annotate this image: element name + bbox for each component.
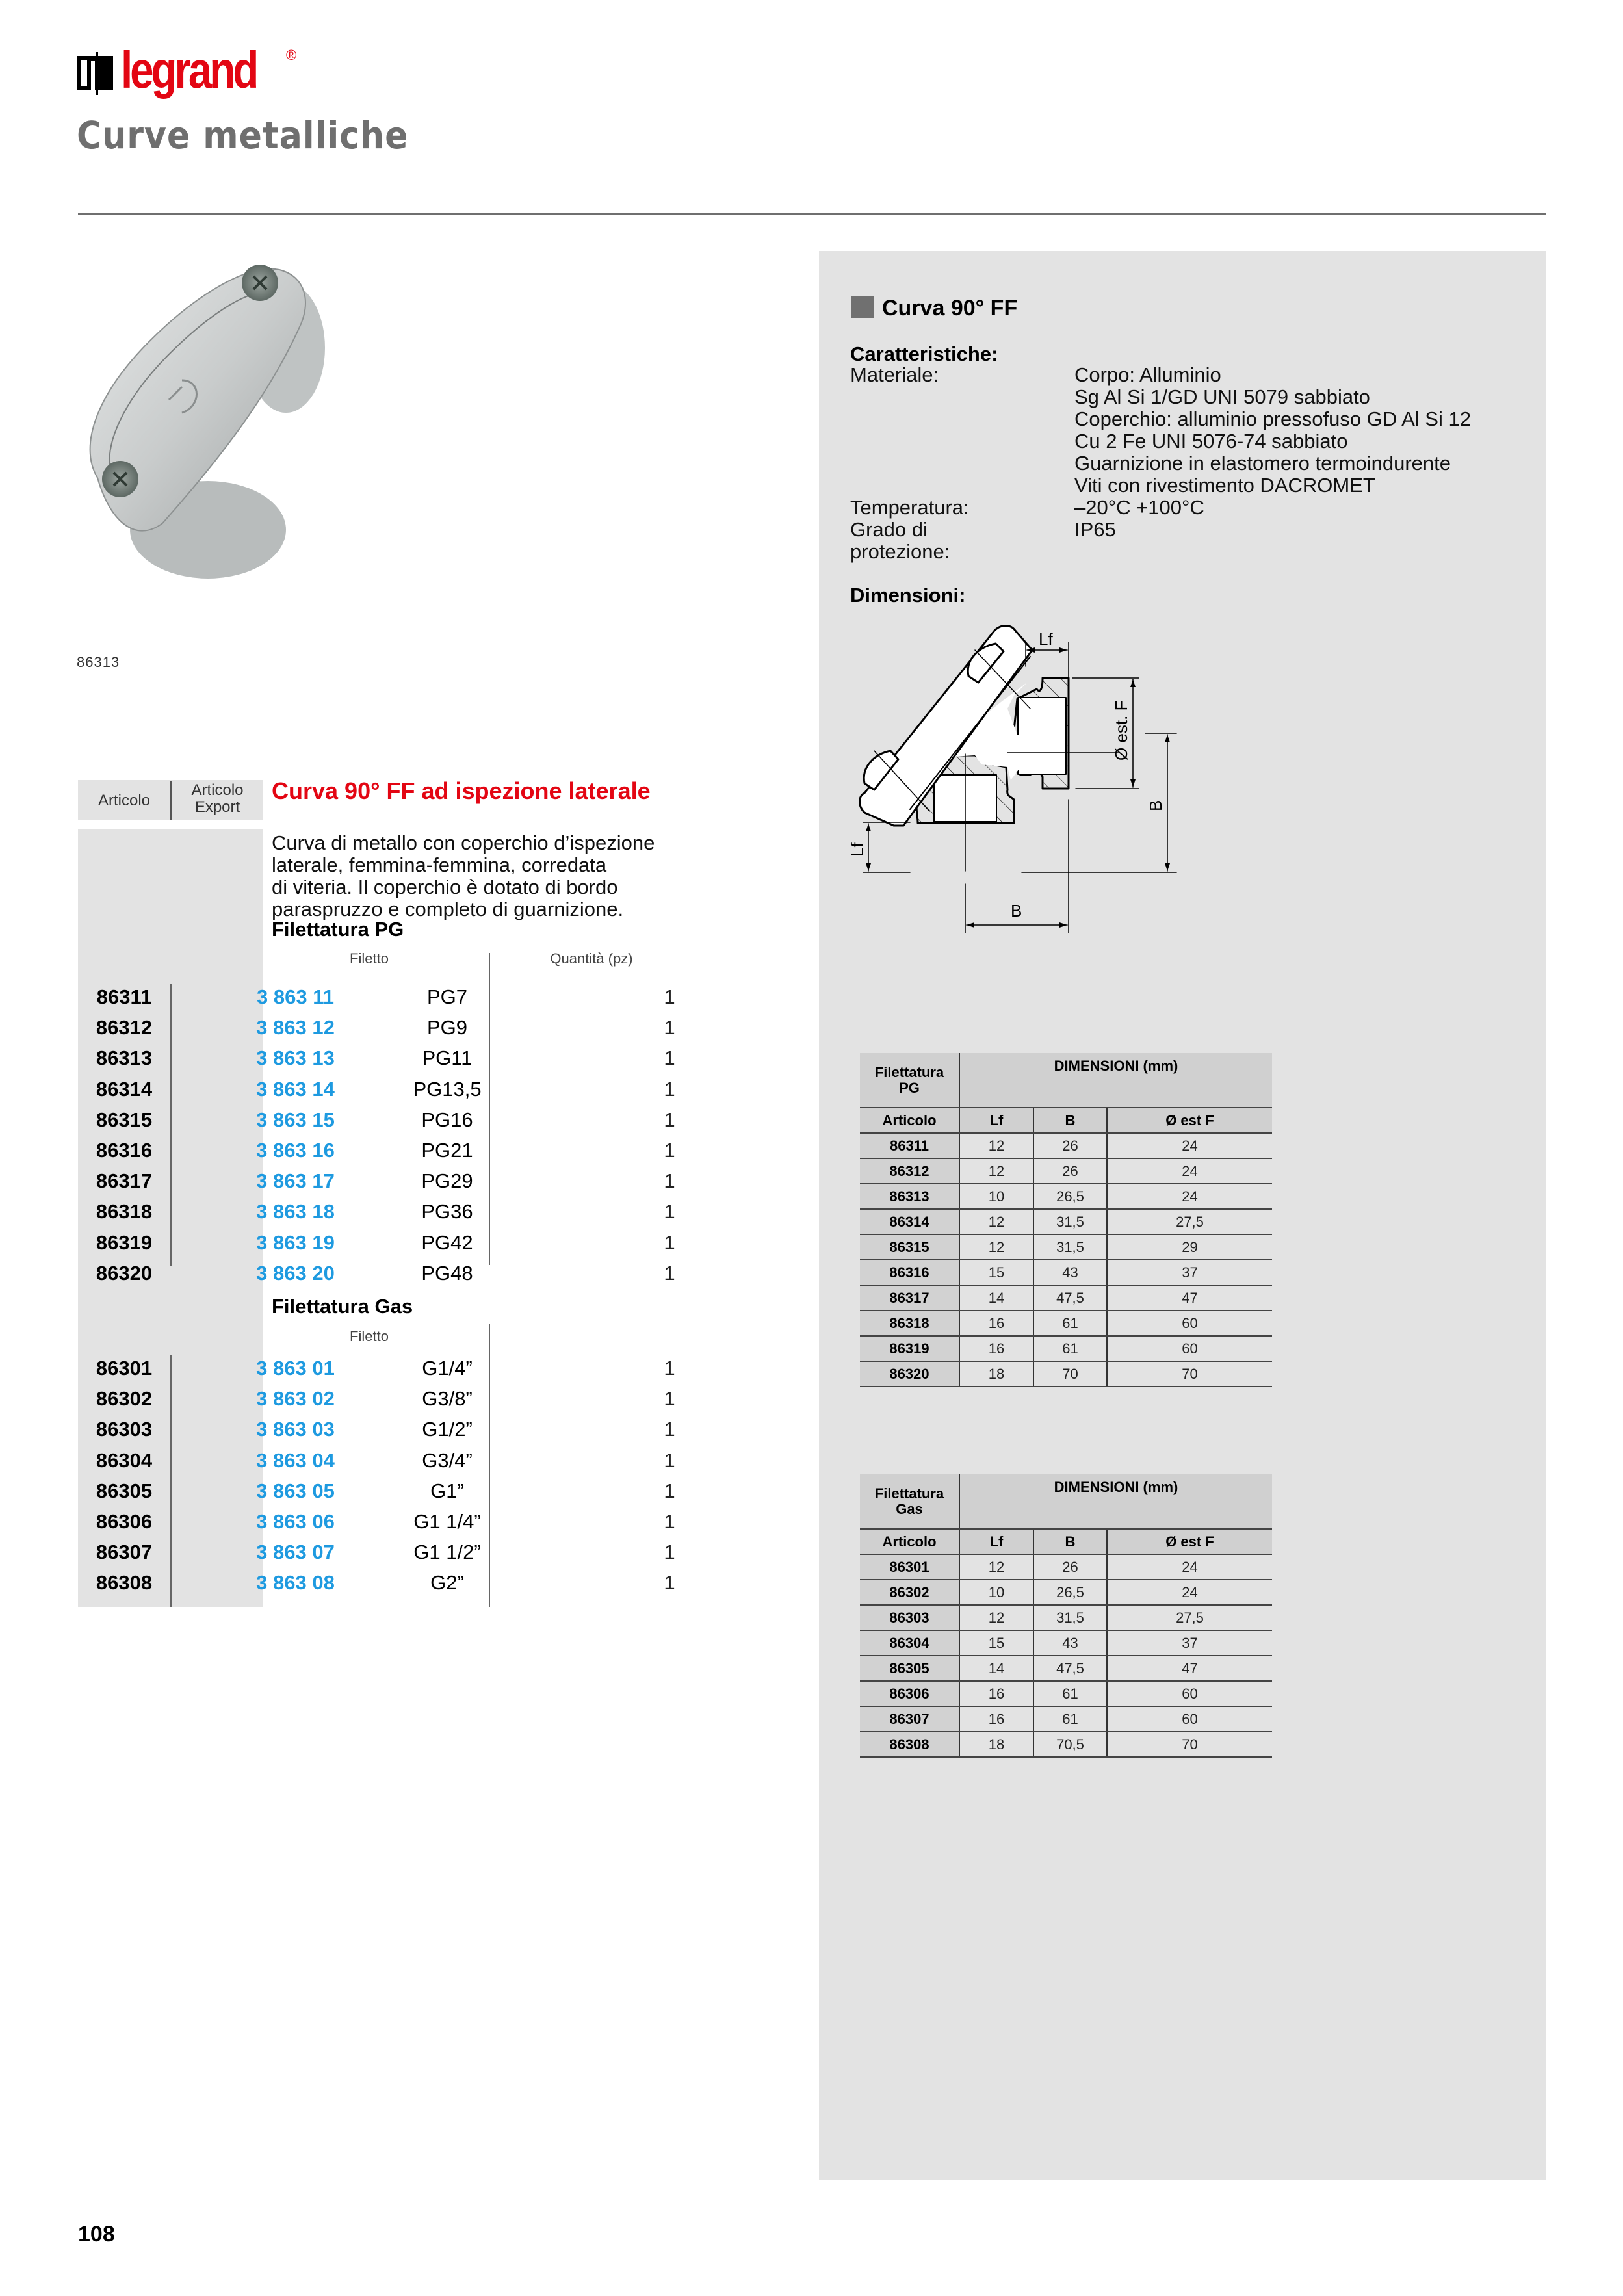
description-line: paraspruzzo e completo di guarnizione.	[272, 898, 624, 920]
article-code: 86305	[860, 1656, 959, 1681]
thread-size: G1 1/4”	[413, 1510, 481, 1533]
dim-table-row	[860, 1234, 1272, 1260]
spec-label: Grado di protezione:	[850, 518, 950, 563]
article-code: 86304	[860, 1630, 959, 1656]
dimension-value: 12	[959, 1605, 1033, 1630]
table-row	[78, 1166, 675, 1196]
thread-size: G1/2”	[422, 1418, 473, 1441]
article-code: 86314	[96, 1077, 153, 1101]
spec-value: Corpo: Alluminio	[1074, 363, 1221, 386]
export-code: 3 863 19	[256, 1231, 335, 1254]
export-code: 3 863 18	[256, 1200, 335, 1223]
dim-table-row	[860, 1706, 1272, 1732]
column-header: Lf	[959, 1108, 1033, 1133]
export-code: 3 863 06	[256, 1510, 335, 1533]
header-articolo-export-line1: Articolo	[191, 781, 244, 799]
dimension-value: 10	[959, 1580, 1033, 1605]
export-code: 3 863 08	[256, 1571, 335, 1595]
quantity: 1	[664, 1231, 675, 1254]
article-code: 86312	[860, 1158, 959, 1184]
article-code: 86319	[96, 1231, 153, 1254]
product-photo	[71, 250, 325, 614]
column-header: B	[1033, 1108, 1107, 1133]
spec-value: Guarnizione in elastomero termoindurente	[1074, 452, 1451, 475]
dimension-value: 61	[1033, 1336, 1107, 1361]
dimension-value: 70	[1107, 1361, 1272, 1387]
column-header: Articolo	[860, 1529, 959, 1554]
thread-size: PG11	[422, 1047, 473, 1070]
dim-table-column-header	[860, 1108, 1272, 1133]
header-articolo: Articolo	[97, 792, 151, 809]
export-code: 3 863 17	[256, 1169, 335, 1193]
drawing-label-diam: Ø est. F	[1111, 700, 1131, 761]
dimension-value: 26	[1033, 1554, 1107, 1580]
dim-table-row	[860, 1285, 1272, 1311]
dimension-value: 24	[1107, 1184, 1272, 1209]
table-row	[78, 1258, 675, 1288]
dimension-value: 10	[959, 1184, 1033, 1209]
spec-value: Viti con rivestimento DACROMET	[1074, 474, 1375, 497]
col-head-filetto-gas: Filetto	[350, 1328, 389, 1344]
article-code: 86308	[860, 1732, 959, 1757]
thread-size: PG16	[421, 1108, 473, 1131]
dimension-value: 60	[1107, 1681, 1272, 1706]
thread-size: G1 1/2”	[413, 1541, 481, 1564]
column-header: Ø est F	[1107, 1108, 1272, 1133]
table-row	[78, 1074, 675, 1104]
legrand-logo	[77, 41, 297, 101]
header-rule	[78, 213, 1546, 215]
dimension-value: 12	[959, 1234, 1033, 1260]
registered-mark: ®	[286, 47, 297, 63]
drawing-label-b-right: B	[1146, 800, 1165, 811]
quantity: 1	[664, 1510, 675, 1533]
dimension-value: 12	[959, 1133, 1033, 1158]
table-row	[78, 1353, 675, 1383]
header-articolo-export-line2: Export	[194, 798, 240, 816]
photo-caption: 86313	[77, 654, 120, 670]
spec-value: Cu 2 Fe UNI 5076-74 sabbiato	[1074, 430, 1348, 452]
thread-size: PG29	[421, 1169, 473, 1193]
dimension-value: 43	[1033, 1260, 1107, 1285]
table-row	[78, 1227, 675, 1258]
dimension-value: 29	[1107, 1234, 1272, 1260]
table-row	[78, 1567, 675, 1598]
dimension-value: 14	[959, 1285, 1033, 1311]
article-code: 86317	[860, 1285, 959, 1311]
dimension-value: 47,5	[1033, 1285, 1107, 1311]
table-row	[78, 1537, 675, 1567]
dimension-value: 26,5	[1033, 1184, 1107, 1209]
spec-value: –20°C +100°C	[1074, 496, 1204, 519]
article-code: 86303	[860, 1605, 959, 1630]
dimension-value: 70	[1107, 1732, 1272, 1757]
article-code: 86301	[860, 1554, 959, 1580]
dimension-value: 16	[959, 1706, 1033, 1732]
article-code: 86317	[96, 1169, 153, 1193]
dimension-value: 12	[959, 1554, 1033, 1580]
dimension-value: 14	[959, 1656, 1033, 1681]
drawing-label-b-bottom: B	[1011, 901, 1022, 920]
dim-table-row	[860, 1630, 1272, 1656]
thread-size: PG13,5	[413, 1077, 482, 1101]
export-code: 3 863 05	[256, 1479, 335, 1502]
dimension-value: 26	[1033, 1133, 1107, 1158]
article-code: 86315	[96, 1108, 153, 1131]
brand-name: legrand	[121, 41, 257, 99]
dimension-value: 70,5	[1033, 1732, 1107, 1757]
export-code: 3 863 12	[256, 1016, 335, 1039]
dim-table-group-header	[860, 1053, 1272, 1108]
thread-label: Filettatura PG	[860, 1053, 959, 1108]
dim-table-row	[860, 1158, 1272, 1184]
quantity: 1	[664, 1448, 675, 1472]
dimension-value: 12	[959, 1209, 1033, 1234]
quantity: 1	[664, 1169, 675, 1193]
dim-table-row	[860, 1580, 1272, 1605]
dim-table-row	[860, 1311, 1272, 1336]
dimension-value: 31,5	[1033, 1234, 1107, 1260]
thread-size: PG42	[421, 1231, 473, 1254]
dimension-table-gas	[860, 1474, 1272, 1758]
drawing-label-lf-left: Lf	[848, 842, 867, 857]
spec-value: IP65	[1074, 518, 1116, 541]
spec-label: Temperatura:	[850, 496, 969, 519]
characteristics-title: Caratteristiche:	[850, 343, 998, 365]
article-code: 86306	[96, 1510, 153, 1533]
dimension-value: 27,5	[1107, 1605, 1272, 1630]
dimension-table-pg	[860, 1053, 1272, 1387]
legrand-logo-mark-icon	[77, 52, 113, 95]
quantity: 1	[664, 1077, 675, 1101]
dimension-value: 37	[1107, 1260, 1272, 1285]
export-code: 3 863 15	[256, 1108, 335, 1131]
export-code: 3 863 01	[256, 1357, 335, 1379]
col-head-quantita: Quantità (pz)	[550, 950, 633, 967]
article-code: 86308	[96, 1571, 153, 1595]
dim-table-row	[860, 1184, 1272, 1209]
dim-table-row	[860, 1133, 1272, 1158]
table-row	[78, 1135, 675, 1166]
spec-label: Materiale:	[850, 363, 939, 386]
table-row	[78, 982, 675, 1012]
column-header: Lf	[959, 1529, 1033, 1554]
article-code: 86316	[860, 1260, 959, 1285]
dimension-value: 37	[1107, 1630, 1272, 1656]
export-code: 3 863 02	[256, 1387, 335, 1411]
article-code: 86306	[860, 1681, 959, 1706]
export-code: 3 863 13	[256, 1047, 335, 1070]
article-code: 86320	[96, 1261, 153, 1285]
dim-table-group-header	[860, 1474, 1272, 1529]
dimension-value: 16	[959, 1311, 1033, 1336]
article-code: 86305	[96, 1479, 153, 1502]
quantity: 1	[664, 985, 675, 1008]
dimensions-group-label: DIMENSIONI (mm)	[959, 1053, 1272, 1108]
export-code: 3 863 20	[256, 1261, 335, 1285]
export-code: 3 863 07	[256, 1541, 335, 1564]
page-title: Curve metalliche	[77, 113, 409, 157]
thread-size: G3/8”	[422, 1387, 473, 1411]
quantity: 1	[664, 1387, 675, 1411]
dim-table-row	[860, 1605, 1272, 1630]
table-row	[78, 1043, 675, 1073]
dimension-value: 24	[1107, 1158, 1272, 1184]
quantity: 1	[664, 1418, 675, 1441]
header-articolo-export	[172, 782, 263, 816]
dim-table-row	[860, 1554, 1272, 1580]
thread-size: PG48	[421, 1261, 473, 1285]
dimension-value: 18	[959, 1732, 1033, 1757]
table-row	[78, 1104, 675, 1135]
dimension-value: 26	[1033, 1158, 1107, 1184]
spec-value: Sg Al Si 1/GD UNI 5079 sabbiato	[1074, 385, 1370, 408]
export-code: 3 863 11	[257, 985, 334, 1008]
dimensions-title: Dimensioni:	[850, 584, 966, 607]
square-bullet-icon	[851, 296, 874, 318]
table-row	[78, 1196, 675, 1227]
dim-table-row	[860, 1656, 1272, 1681]
thread-size: PG36	[421, 1200, 473, 1223]
article-code: 86303	[96, 1418, 153, 1441]
article-code: 86314	[860, 1209, 959, 1234]
table-row	[78, 1476, 675, 1506]
dimension-value: 31,5	[1033, 1605, 1107, 1630]
quantity: 1	[664, 1200, 675, 1223]
quantity: 1	[664, 1479, 675, 1502]
dimension-value: 61	[1033, 1681, 1107, 1706]
drawing-label-lf-top: Lf	[1039, 629, 1053, 649]
col-head-filetto: Filetto	[350, 950, 389, 967]
description-line: Curva di metallo con coperchio d’ispezione	[272, 831, 655, 854]
export-code: 3 863 04	[256, 1448, 335, 1472]
thread-size: G2”	[430, 1571, 464, 1595]
panel-title: Curva 90° FF	[882, 296, 1018, 320]
thread-size: PG7	[426, 985, 468, 1008]
article-code: 86313	[860, 1184, 959, 1209]
dimension-value: 24	[1107, 1554, 1272, 1580]
dimension-value: 61	[1033, 1311, 1107, 1336]
article-code: 86318	[860, 1311, 959, 1336]
dimension-value: 12	[959, 1158, 1033, 1184]
article-code: 86312	[96, 1016, 153, 1039]
dimension-value: 24	[1107, 1580, 1272, 1605]
dimension-value: 15	[959, 1630, 1033, 1656]
dimensions-group-label: DIMENSIONI (mm)	[959, 1474, 1272, 1529]
thread-size: G1/4”	[422, 1357, 473, 1379]
quantity: 1	[664, 1541, 675, 1564]
export-code: 3 863 03	[256, 1418, 335, 1441]
dimension-value: 70	[1033, 1361, 1107, 1387]
table-row	[78, 1445, 675, 1476]
dimension-value: 47	[1107, 1285, 1272, 1311]
quantity: 1	[664, 1016, 675, 1039]
dimension-value: 47,5	[1033, 1656, 1107, 1681]
product-title: Curva 90° FF ad ispezione laterale	[272, 777, 651, 804]
article-code: 86315	[860, 1234, 959, 1260]
dimension-value: 27,5	[1107, 1209, 1272, 1234]
dimension-value: 15	[959, 1260, 1033, 1285]
thread-size: G1”	[430, 1479, 464, 1502]
description-line: di viteria. Il coperchio è dotato di bordo	[272, 876, 618, 898]
dim-table-column-header	[860, 1529, 1272, 1554]
article-code: 86313	[96, 1047, 153, 1070]
article-code: 86318	[96, 1200, 153, 1223]
dimension-value: 26,5	[1033, 1580, 1107, 1605]
article-code: 86307	[96, 1541, 153, 1564]
quantity: 1	[664, 1139, 675, 1162]
export-code: 3 863 16	[256, 1139, 335, 1162]
description-line: laterale, femmina-femmina, corredata	[272, 854, 607, 876]
article-code: 86316	[96, 1139, 153, 1162]
spec-value: Coperchio: alluminio pressofuso GD Al Si 12	[1074, 408, 1471, 430]
dimension-value: 60	[1107, 1336, 1272, 1361]
thread-label: Filettatura Gas	[860, 1474, 959, 1529]
dimension-value: 47	[1107, 1656, 1272, 1681]
dimension-value: 18	[959, 1361, 1033, 1387]
table-row	[78, 1012, 675, 1043]
column-header: Ø est F	[1107, 1529, 1272, 1554]
dim-table-row	[860, 1681, 1272, 1706]
dimension-value: 60	[1107, 1706, 1272, 1732]
thread-size: G3/4”	[422, 1448, 473, 1472]
table-row	[78, 1506, 675, 1537]
export-code: 3 863 14	[256, 1077, 335, 1101]
thread-size: PG9	[426, 1016, 468, 1039]
dim-table-row	[860, 1732, 1272, 1757]
article-code: 86307	[860, 1706, 959, 1732]
dimension-value: 16	[959, 1336, 1033, 1361]
article-code: 86311	[96, 985, 152, 1008]
quantity: 1	[664, 1047, 675, 1070]
product-description	[272, 832, 727, 920]
dim-table-row	[860, 1361, 1272, 1387]
dim-table-row	[860, 1209, 1272, 1234]
column-header: B	[1033, 1529, 1107, 1554]
quantity: 1	[664, 1357, 675, 1379]
article-code: 86304	[96, 1448, 153, 1472]
section-title-pg: Filettatura PG	[272, 918, 404, 941]
article-code: 86302	[860, 1580, 959, 1605]
dim-table-row	[860, 1336, 1272, 1361]
article-code: 86301	[96, 1357, 153, 1379]
quantity: 1	[664, 1571, 675, 1595]
dimension-value: 43	[1033, 1630, 1107, 1656]
article-code: 86311	[860, 1133, 959, 1158]
dimension-value: 16	[959, 1681, 1033, 1706]
quantity: 1	[664, 1261, 675, 1285]
dimension-drawing	[845, 605, 1332, 995]
article-code: 86319	[860, 1336, 959, 1361]
dimension-value: 24	[1107, 1133, 1272, 1158]
table-row	[78, 1414, 675, 1444]
page-number: 108	[78, 2222, 115, 2247]
article-code: 86320	[860, 1361, 959, 1387]
dim-table-row	[860, 1260, 1272, 1285]
thread-size: PG21	[421, 1139, 473, 1162]
dimension-value: 60	[1107, 1311, 1272, 1336]
section-title-gas: Filettatura Gas	[272, 1295, 413, 1318]
dimension-value: 61	[1033, 1706, 1107, 1732]
dimension-value: 31,5	[1033, 1209, 1107, 1234]
column-header: Articolo	[860, 1108, 959, 1133]
table-row	[78, 1383, 675, 1414]
quantity: 1	[664, 1108, 675, 1131]
article-code: 86302	[96, 1387, 153, 1411]
